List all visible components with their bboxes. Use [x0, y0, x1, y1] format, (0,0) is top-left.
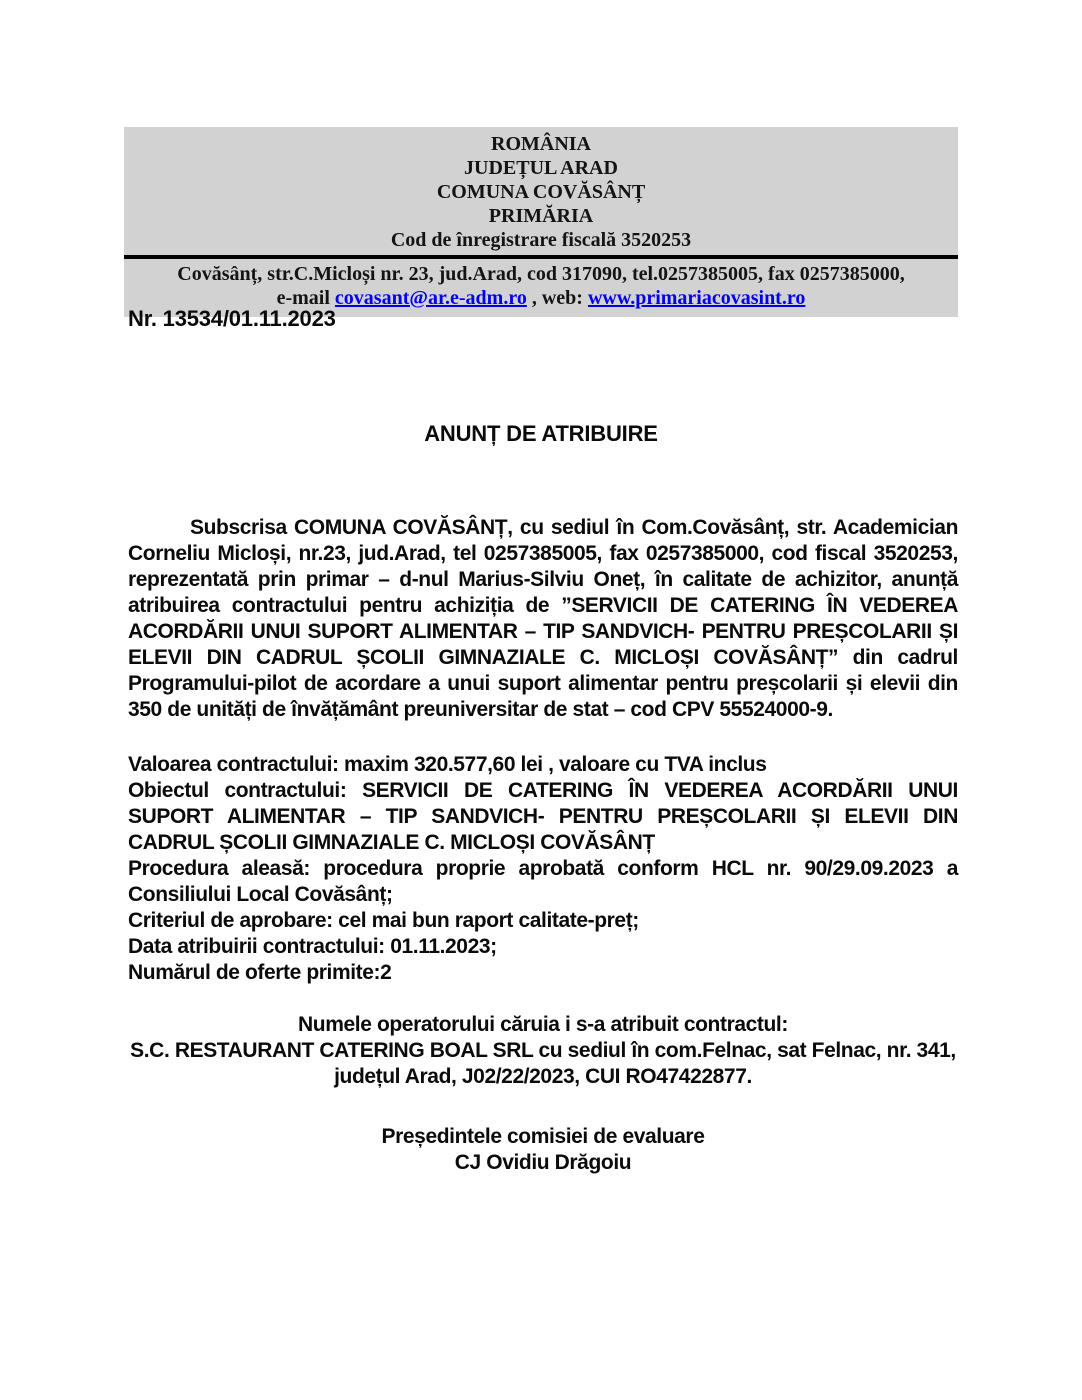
email-link[interactable]: covasant@ar.e-adm.ro [334, 287, 527, 309]
detail-criterion: Criteriul de aprobare: cel mai bun raport calitate-preț; [128, 909, 639, 932]
signature-name: CJ Ovidiu Drăgoiu [454, 1151, 632, 1174]
detail-contract-value: Valoarea contractului: maxim 320.577,60 lei , valoare cu TVA inclus [128, 753, 767, 776]
signature-role: Președintele comisiei de evaluare [381, 1125, 705, 1148]
detail-award-date: Data atribuirii contractului: 01.11.2023; [128, 935, 497, 958]
letterhead-institution-block [124, 127, 958, 252]
letterhead-county: JUDEȚUL ARAD [464, 157, 618, 179]
letterhead-commune: COMUNA COVĂSÂNȚ [436, 181, 646, 203]
intro-paragraph: Subscrisa COMUNA COVĂSÂNȚ, cu sediul în Com.Covăsânț, str. Academician Corneliu Micloși, nr.23, jud.Arad, tel 0257385005, fax 0257385000, cod fiscal 3520253, reprezentată prin primar – d-nul Marius-Silviu Oneț, în calitate de achizitor, anunță atribuirea contractului pentru achiziția de ”SERVICII DE CATERING ÎN VEDEREA ACORDĂRII UNUI SUPORT ALIMENTAR – TIP SANDVICH- PENTRU PREȘCOLARII ȘI ELEVII DIN CADRUL ȘCOLII GIMNAZIALE C. MICLOȘI COVĂSÂNȚ” din cadrul Programului-pilot de acordare a unui suport alimentar pentru preșcolarii și elevii din 350 de unități de învățământ preuniversitar de stat – cod CPV 55524000-9. [128, 516, 958, 721]
detail-contract-object: Obiectul contractului: SERVICII DE CATERING ÎN VEDEREA ACORDĂRII UNUI SUPORT ALIMENTAR – TIP SANDVICH- PENTRU PREȘCOLARII ȘI ELEVII DIN CADRUL ȘCOLII GIMNAZIALE C. MICLOȘI COVĂSÂNȚ [128, 779, 958, 854]
web-label: , web: [526, 287, 588, 309]
signature-section [128, 1124, 958, 1176]
registration-number: Nr. 13534/01.11.2023 [128, 306, 336, 331]
web-link[interactable]: www.primariacovasint.ro [587, 287, 806, 309]
letterhead-institution: PRIMĂRIA [488, 205, 594, 227]
letterhead-country: ROMÂNIA [491, 133, 591, 155]
email-label: e-mail [276, 287, 335, 309]
letterhead-fiscal-code: Cod de înregistrare fiscală 3520253 [390, 229, 692, 251]
document-title: ANUNȚ DE ATRIBUIRE [424, 421, 658, 446]
letterhead [124, 127, 958, 317]
detail-procedure: Procedura aleasă: procedura proprie aprobată conform HCL nr. 90/29.09.2023 a Consiliului Local Covăsânț; [128, 857, 958, 906]
letterhead-address-line: Covăsânț, str.C.Micloși nr. 23, jud.Arad, cod 317090, tel.0257385005, fax 0257385000, [177, 263, 905, 285]
detail-offers-count: Numărul de oferte primite:2 [128, 961, 392, 984]
contract-details [128, 752, 958, 986]
award-heading: Numele operatorului căruia i s-a atribuit contractul: [298, 1013, 788, 1036]
award-section [128, 1012, 958, 1090]
award-operator: S.C. RESTAURANT CATERING BOAL SRL cu sediul în com.Felnac, sat Felnac, nr. 341, județul Arad, J02/22/2023, CUI RO47422877. [130, 1039, 956, 1088]
